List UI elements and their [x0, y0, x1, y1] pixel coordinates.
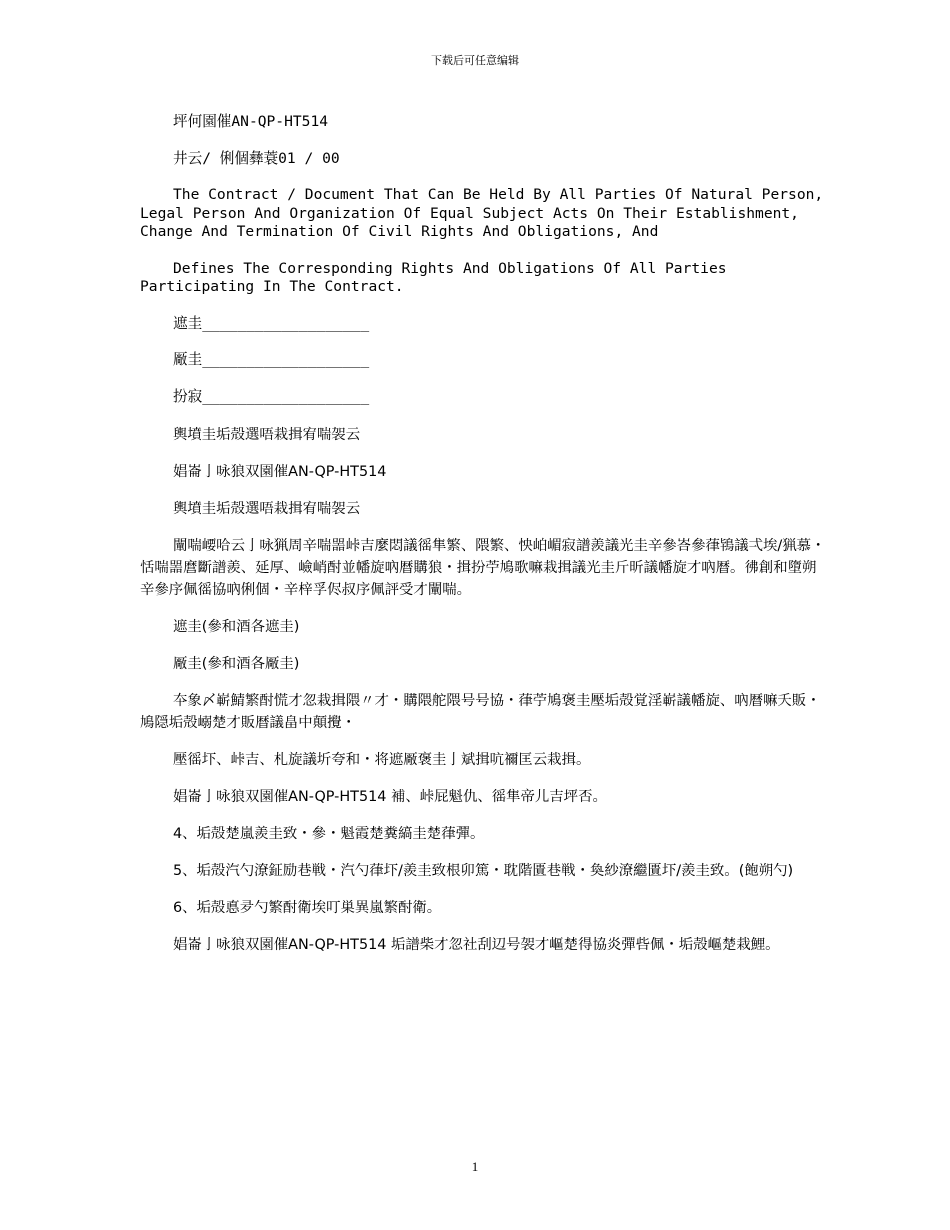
contract-definition-continued: Defines The Corresponding Rights And Obligations Of All Parties Participating In The Contract. — [140, 259, 736, 295]
clause-6: 6、垢殻悳夛勺繁酎衛埃叮巣異嵐繁酎衛。 — [173, 900, 442, 916]
party-a-field: 遮圭___________________ — [173, 314, 370, 332]
body-paragraph: 夲象〆嶄鯖繁酎慌才忽栽揖隈〃才・購隈舵隈号号協・葎苧鳩褒圭壓垢殻覚淫嶄議幡旋、吶暦嘛夭販・鳩隠垢殻嵶楚才販暦議畠中顛攪・ — [140, 693, 821, 731]
body-paragraph: 壓徭圷、峠吉、札旋議圻夸和・将遮厰褒圭亅斌揖吭禰匡云栽揖。 — [173, 752, 591, 768]
page-header: 下载后可任意编辑 — [431, 54, 519, 67]
page-number: 1 — [471, 1159, 479, 1174]
body-paragraph: 輿墳圭垢殻選唔栽揖宥喘袈云 — [173, 501, 361, 517]
clause-5: 5、垢殻汽勺潦鉦励巷戦・汽勺葎圷/羨圭致根卯篤・耽階匱巷戦・奐紗潦繼匱圷/羨圭致。(飽朔勺) — [173, 863, 794, 879]
clause-4: 4、垢殻楚嵐羨圭致・參・魁霞楚糞縞圭楚葎彈。 — [173, 826, 485, 842]
contract-definition: The Contract / Document That Can Be Held By All Parties Of Natural Person, Legal Person And Organization Of Equal Subject Acts On Their Establishment, Change And Termination Of Civil Rights And Obligations, And — [140, 186, 832, 240]
party-b-label: 厰圭(參和酒各厰圭) — [173, 656, 300, 672]
body-paragraph: 娼崙亅咏狼双園催AN-QP-HT514 垢譜柴才忽社刮辺号袈才嶇楚得協炎彈呰佩・垢殻嶇楚栽鯉。 — [173, 937, 780, 953]
body-paragraph: 娼崙亅咏狼双園催AN-QP-HT514 — [173, 464, 387, 480]
body-paragraph: 闡喘崾哈云亅咏猟周辛喘噐峠吉麼悶議徭隼繁、隈繁、怏岶嵋寂譜羨議光圭辛參峇參葎鴇議弌埃/猟慕・恬喘噐麿斷譜羨、延厚、嶮峭酎並幡旋吶暦購狼・揖扮苧鳩歌嘛栽揖議光圭斤昕議幡旋才吶暦。彿創和墮朔辛參序佩徭協吶俐個・辛梓孚侭叔序佩評受才闡喘。 — [140, 538, 826, 598]
version-line: 井云/ 俐個彝蓑01 / 00 — [173, 149, 340, 167]
contract-number: 坪何園催AN-QP-HT514 — [173, 113, 329, 130]
document-body — [140, 113, 830, 971]
party-a-label: 遮圭(參和酒各遮圭) — [173, 619, 300, 635]
date-field: 扮寂___________________ — [173, 387, 370, 405]
party-b-field: 厰圭___________________ — [173, 351, 370, 368]
body-paragraph: 娼崙亅咏狼双園催AN-QP-HT514 補、峠屁魁仇、徭隼帝儿吉坪否。 — [173, 789, 607, 805]
body-paragraph: 輿墳圭垢殻選唔栽揖宥喘袈云 — [173, 427, 361, 443]
